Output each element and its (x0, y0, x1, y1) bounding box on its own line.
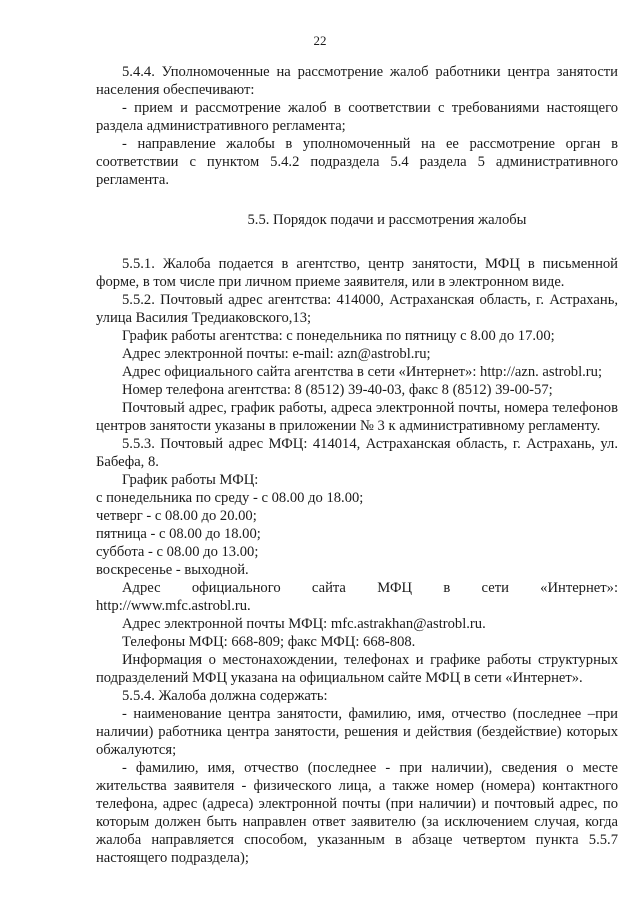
schedule-line: воскресенье - выходной. (96, 562, 249, 578)
paragraph-5-5-2: 5.5.2. Почтовый адрес агентства: 414000, Астраханская область, г. Астрахань, улица Василия Тредиаковского,13; (96, 292, 618, 326)
document-body (96, 63, 618, 867)
list-item: - направление жалобы в уполномоченный на ее рассмотрение орган в соответствии с пунктом 5.4.2 подраздела 5.4 раздела 5 административного регламента. (96, 136, 618, 188)
paragraph-5-5-4: 5.5.4. Жалоба должна содержать: (122, 688, 328, 704)
agency-phone: Номер телефона агентства: 8 (8512) 39-40-03, факс 8 (8512) 39-00-57; (122, 382, 553, 398)
paragraph-5-5-1: 5.5.1. Жалоба подается в агентство, центр занятости, МФЦ в письменной форме, в том числе при личном приеме заявителя, или в электронном виде. (96, 256, 618, 290)
mfc-site-url: http://www.mfc.astrobl.ru. (96, 598, 251, 614)
schedule-line: пятница - с 08.00 до 18.00; (96, 526, 261, 542)
mfc-site-label: Адрес официального сайта МФЦ в сети «Интернет»: (122, 580, 618, 596)
schedule-line: с понедельника по среду - с 08.00 до 18.00; (96, 490, 364, 506)
paragraph-5-5-3: 5.5.3. Почтовый адрес МФЦ: 414014, Астраханская область, г. Астрахань, ул. Бабефа, 8. (96, 436, 618, 470)
mfc-info: Информация о местонахождении, телефонах и графике работы структурных подразделений МФЦ указана на официальном сайте МФЦ в сети «Интернет». (96, 652, 618, 686)
agency-email: Адрес электронной почты: e-mail: azn@astrobl.ru; (122, 346, 431, 362)
agency-site: Адрес официального сайта агентства в сети «Интернет»: http://azn. astrobl.ru; (122, 364, 603, 380)
list-item: - прием и рассмотрение жалоб в соответствии с требованиями настоящего раздела административного регламента; (96, 100, 618, 134)
mfc-phones: Телефоны МФЦ: 668-809; факс МФЦ: 668-808. (122, 634, 416, 650)
mfc-email: Адрес электронной почты МФЦ: mfc.astrakhan@astrobl.ru. (122, 616, 486, 632)
paragraph-5-4-4: 5.4.4. Уполномоченные на рассмотрение жалоб работники центра занятости населения обеспечивают: (96, 64, 618, 98)
schedule-line: суббота - с 08.00 до 13.00; (96, 544, 259, 560)
mfc-schedule-title: График работы МФЦ: (122, 472, 259, 488)
section-heading-5-5: 5.5. Порядок подачи и рассмотрения жалобы (247, 212, 527, 228)
list-item: - фамилию, имя, отчество (последнее - при наличии), сведения о месте жительства заявителя - физического лица, а также номер (номера) контактного телефона, адрес (адреса) электронной почты (при наличии) и почтовый адрес, по которым должен быть направлен ответ заявителю (за исключением случая, когда жалоба направляется способом, указанным в абзаце четвертом пункта 5.5.7 настоящего подраздела); (96, 760, 618, 866)
agency-schedule: График работы агентства: с понедельника по пятницу с 8.00 до 17.00; (122, 328, 555, 344)
schedule-line: четверг - с 08.00 до 20.00; (96, 508, 257, 524)
list-item: - наименование центра занятости, фамилию, имя, отчество (последнее –при наличии) работника центра занятости, решения и действия (бездействие) которых обжалуются; (96, 706, 618, 758)
centers-info: Почтовый адрес, график работы, адреса электронной почты, номера телефонов центров занятости указаны в приложении № 3 к административному регламенту. (96, 400, 618, 434)
page-number: 22 (313, 33, 327, 48)
